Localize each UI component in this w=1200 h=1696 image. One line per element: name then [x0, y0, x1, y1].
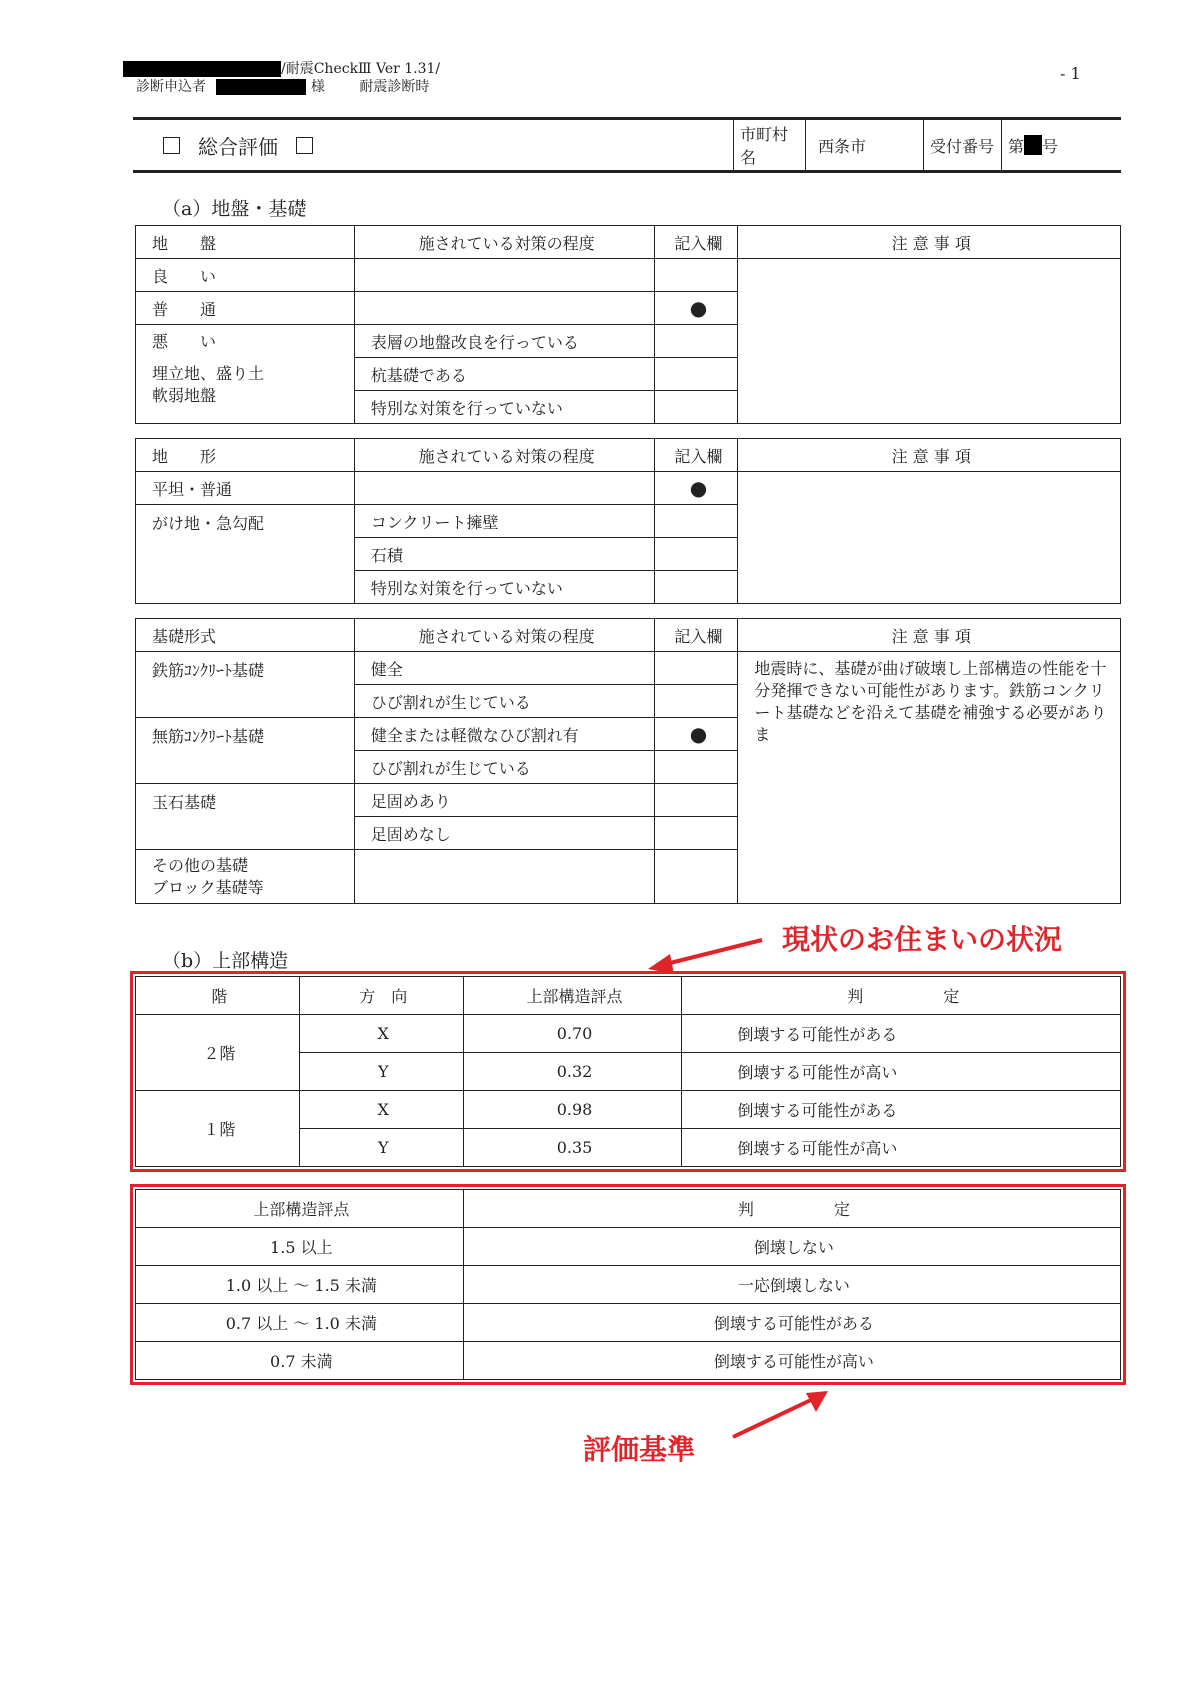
plain-measure-2: ひび割れが生じている: [354, 751, 655, 784]
score-header: 上部構造評点: [463, 977, 682, 1015]
foundation-note: 地震時に、基礎が曲げ破壊し上部構造の性能を十分発揮できない可能性があります。鉄筋コンクリート基礎などを沿えて基礎を補強する必要がありま: [738, 652, 1121, 904]
ground-measure-2: 杭基礎である: [354, 358, 655, 391]
score-cell: 0.70: [463, 1015, 682, 1053]
section-a-title: （a）地盤・基礎: [162, 198, 307, 220]
callout-criteria: 評価基準: [583, 1433, 696, 1466]
redacted-applicant: [216, 79, 306, 95]
title-main: [133, 120, 733, 170]
ground-normal: 普 通: [136, 292, 355, 325]
terrain-measure-3: 特別な対策を行っていない: [354, 571, 655, 604]
criteria-judgement: 倒壊する可能性が高い: [463, 1342, 1120, 1380]
entry-header: 記入欄: [655, 226, 738, 259]
redacted-name: [123, 61, 281, 77]
entry-mark: ●: [655, 292, 738, 325]
entry-cell: [655, 817, 738, 850]
ground-header: 地 盤: [136, 226, 355, 259]
header-line-2: [136, 78, 429, 96]
arrow-icon: [728, 1385, 838, 1445]
plain-measure-1: 健全または軽微なひび割れ有: [354, 718, 655, 751]
table-row: [136, 1304, 1121, 1342]
entry-mark: ●: [655, 718, 738, 751]
foundation-other-2: ブロック基礎等: [152, 877, 264, 897]
terrain-cliff: がけ地・急勾配: [136, 505, 355, 604]
reception-number: [1001, 120, 1121, 170]
page-title: 総合評価: [198, 134, 278, 159]
measure-cell: [354, 292, 655, 325]
ground-soft: 軟弱地盤: [152, 386, 217, 405]
criteria-score: 0.7 以上 ～ 1.0 未満: [136, 1304, 464, 1342]
entry-cell: [655, 751, 738, 784]
ground-landfill: 埋立地、盛り土: [152, 364, 265, 383]
measures-header: 施されている対策の程度: [354, 226, 655, 259]
section-b-title: （b）上部構造: [162, 950, 289, 972]
entry-cell: [655, 505, 738, 538]
criteria-score-header: 上部構造評点: [136, 1190, 464, 1228]
entry-cell: [655, 571, 738, 604]
terrain-header: 地 形: [136, 439, 355, 472]
foundation-table: [135, 618, 1121, 904]
ground-good: 良 い: [136, 259, 355, 292]
title-bar: [133, 117, 1121, 173]
checkbox-icon: [296, 137, 313, 154]
phase-label: 耐震診断時: [359, 79, 430, 95]
entry-cell: [655, 391, 738, 424]
foundation-rc: 鉄筋ｺﾝｸﾘｰﾄ基礎: [136, 652, 355, 718]
score-cell: 0.32: [463, 1053, 682, 1091]
software-version: /耐震CheckⅢ Ver 1.31/: [281, 61, 441, 77]
notes-header: 注 意 事 項: [738, 619, 1121, 652]
entry-header: 記入欄: [655, 439, 738, 472]
page-number: - 1: [1060, 64, 1081, 83]
ground-bad-label: 悪 い: [152, 332, 217, 351]
entry-cell: [655, 259, 738, 292]
entry-cell: [655, 652, 738, 685]
measures-header: 施されている対策の程度: [354, 439, 655, 472]
judgement-cell: 倒壊する可能性が高い: [682, 1053, 1121, 1091]
criteria-score: 1.0 以上 ～ 1.5 未満: [136, 1266, 464, 1304]
terrain-flat: 平坦・普通: [136, 472, 355, 505]
measures-header: 施されている対策の程度: [354, 619, 655, 652]
judgement-header: 判 定: [682, 977, 1121, 1015]
entry-header: 記入欄: [655, 619, 738, 652]
direction-cell: X: [299, 1015, 463, 1053]
floor-cell: ２階: [136, 1015, 300, 1091]
judgement-cell: 倒壊する可能性が高い: [682, 1129, 1121, 1167]
criteria-score: 1.5 以上: [136, 1228, 464, 1266]
ground-table: [135, 225, 1121, 424]
ground-notes: [738, 259, 1121, 424]
redacted-number: [1024, 135, 1042, 155]
notes-header: 注 意 事 項: [738, 226, 1121, 259]
ground-measure-3: 特別な対策を行っていない: [354, 391, 655, 424]
terrain-measure-1: コンクリート擁壁: [354, 505, 655, 538]
checkbox-icon: [163, 137, 180, 154]
ground-measure-1: 表層の地盤改良を行っている: [354, 325, 655, 358]
criteria-score: 0.7 未満: [136, 1342, 464, 1380]
applicant-label: 診断申込者: [136, 79, 206, 95]
entry-cell: [655, 784, 738, 817]
reception-prefix: 第: [1008, 136, 1025, 156]
callout-current: 現状のお住まいの状況: [782, 923, 1063, 956]
terrain-table: [135, 438, 1121, 604]
honorific: 様: [310, 79, 325, 95]
foundation-header: 基礎形式: [136, 619, 355, 652]
stone-measure-2: 足固めなし: [354, 817, 655, 850]
direction-cell: Y: [299, 1129, 463, 1167]
reception-label: 受付番号: [923, 120, 1001, 170]
criteria-judgement: 一応倒壊しない: [463, 1266, 1120, 1304]
city-label: 市町村名: [733, 120, 805, 170]
measure-cell: [354, 472, 655, 505]
table-row: [136, 1228, 1121, 1266]
foundation-plain: 無筋ｺﾝｸﾘｰﾄ基礎: [136, 718, 355, 784]
foundation-stone: 玉石基礎: [136, 784, 355, 850]
direction-header: 方 向: [299, 977, 463, 1015]
rc-measure-1: 健全: [354, 652, 655, 685]
score-cell: 0.98: [463, 1091, 682, 1129]
terrain-notes: [738, 472, 1121, 604]
header-line-1: [123, 60, 440, 78]
judgement-cell: 倒壊する可能性がある: [682, 1015, 1121, 1053]
structure-table: [135, 976, 1121, 1167]
criteria-judgement: 倒壊する可能性がある: [463, 1304, 1120, 1342]
city-value: 西条市: [805, 120, 923, 170]
entry-cell: [655, 538, 738, 571]
measure-cell: [354, 259, 655, 292]
table-row: [136, 1091, 1121, 1129]
floor-cell: １階: [136, 1091, 300, 1167]
table-row: [136, 1266, 1121, 1304]
floor-header: 階: [136, 977, 300, 1015]
terrain-measure-2: 石積: [354, 538, 655, 571]
stone-measure-1: 足固めあり: [354, 784, 655, 817]
score-cell: 0.35: [463, 1129, 682, 1167]
entry-cell: [655, 685, 738, 718]
criteria-table: [135, 1189, 1121, 1380]
foundation-other: [136, 850, 355, 904]
table-row: [136, 1015, 1121, 1053]
rc-measure-2: ひび割れが生じている: [354, 685, 655, 718]
judgement-cell: 倒壊する可能性がある: [682, 1091, 1121, 1129]
criteria-judgement: 倒壊しない: [463, 1228, 1120, 1266]
entry-mark: ●: [655, 472, 738, 505]
reception-suffix: 号: [1042, 136, 1059, 156]
table-row: [136, 1342, 1121, 1380]
direction-cell: Y: [299, 1053, 463, 1091]
notes-header: 注 意 事 項: [738, 439, 1121, 472]
entry-cell: [655, 325, 738, 358]
direction-cell: X: [299, 1091, 463, 1129]
criteria-judgement-header: 判 定: [463, 1190, 1120, 1228]
entry-cell: [655, 850, 738, 904]
entry-cell: [655, 358, 738, 391]
measure-cell: [354, 850, 655, 904]
foundation-other-1: その他の基礎: [152, 855, 249, 875]
ground-bad: [136, 325, 355, 424]
